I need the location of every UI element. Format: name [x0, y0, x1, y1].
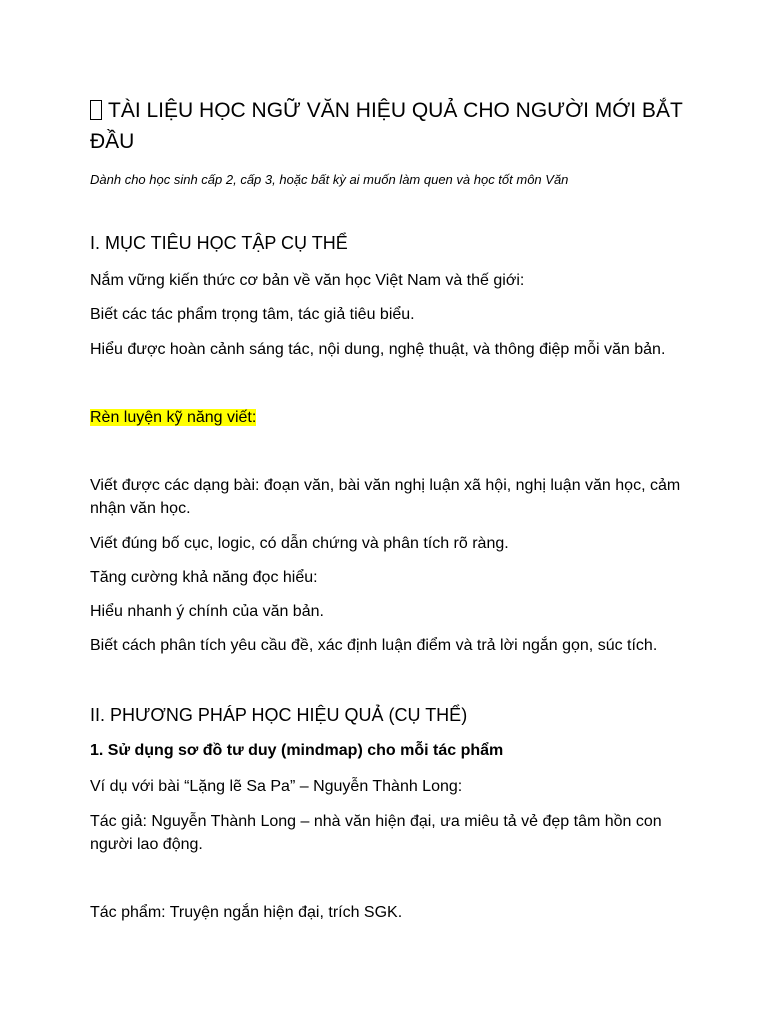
section-2-paragraph-3: Tác phẩm: Truyện ngắn hiện đại, trích SGK. — [90, 904, 403, 921]
section-1-paragraph-8: Biết cách phân tích yêu cầu đề, xác định luận điểm và trả lời ngắn gọn, súc tích. — [90, 637, 658, 654]
section-2-heading: II. PHƯƠNG PHÁP HỌC HIỆU QUẢ (CỤ THỂ) — [90, 705, 468, 725]
document-title — [90, 95, 690, 157]
section-1-paragraph-5: Viết đúng bố cục, logic, có dẫn chứng và phân tích rõ ràng. — [90, 535, 509, 552]
section-2-paragraph-1: Ví dụ với bài “Lặng lẽ Sa Pa” – Nguyễn Thành Long: — [90, 778, 463, 795]
section-1-paragraph-4: Viết được các dạng bài: đoạn văn, bài văn nghị luận xã hội, nghị luận văn học, cảm nhận văn học. — [90, 477, 681, 517]
section-1-heading: I. MỤC TIÊU HỌC TẬP CỤ THỂ — [90, 233, 348, 253]
section-2-paragraph-2: Tác giả: Nguyễn Thành Long – nhà văn hiện đại, ưa miêu tả vẻ đẹp tâm hồn con người lao động. — [90, 813, 662, 853]
section-1-paragraph-2: Biết các tác phẩm trọng tâm, tác giả tiêu biểu. — [90, 306, 415, 323]
section-1-paragraph-7: Hiểu nhanh ý chính của văn bản. — [90, 603, 324, 620]
missing-glyph-icon — [90, 100, 102, 120]
section-2-subheading: 1. Sử dụng sơ đồ tư duy (mindmap) cho mỗi tác phẩm — [90, 742, 504, 759]
document-title-text: TÀI LIỆU HỌC NGỮ VĂN HIỆU QUẢ CHO NGƯỜI MỚI BẮT ĐẦU — [90, 99, 683, 153]
document-subtitle: Dành cho học sinh cấp 2, cấp 3, hoặc bất kỳ ai muốn làm quen và học tốt môn Văn — [90, 172, 569, 187]
section-1-paragraph-6: Tăng cường khả năng đọc hiểu: — [90, 569, 318, 586]
section-1-paragraph-3: Hiểu được hoàn cảnh sáng tác, nội dung, nghệ thuật, và thông điệp mỗi văn bản. — [90, 341, 666, 358]
section-1-paragraph-1: Nắm vững kiến thức cơ bản về văn học Việt Nam và thế giới: — [90, 272, 525, 289]
highlighted-paragraph — [90, 406, 690, 429]
highlight-text: Rèn luyện kỹ năng viết: — [90, 409, 257, 426]
